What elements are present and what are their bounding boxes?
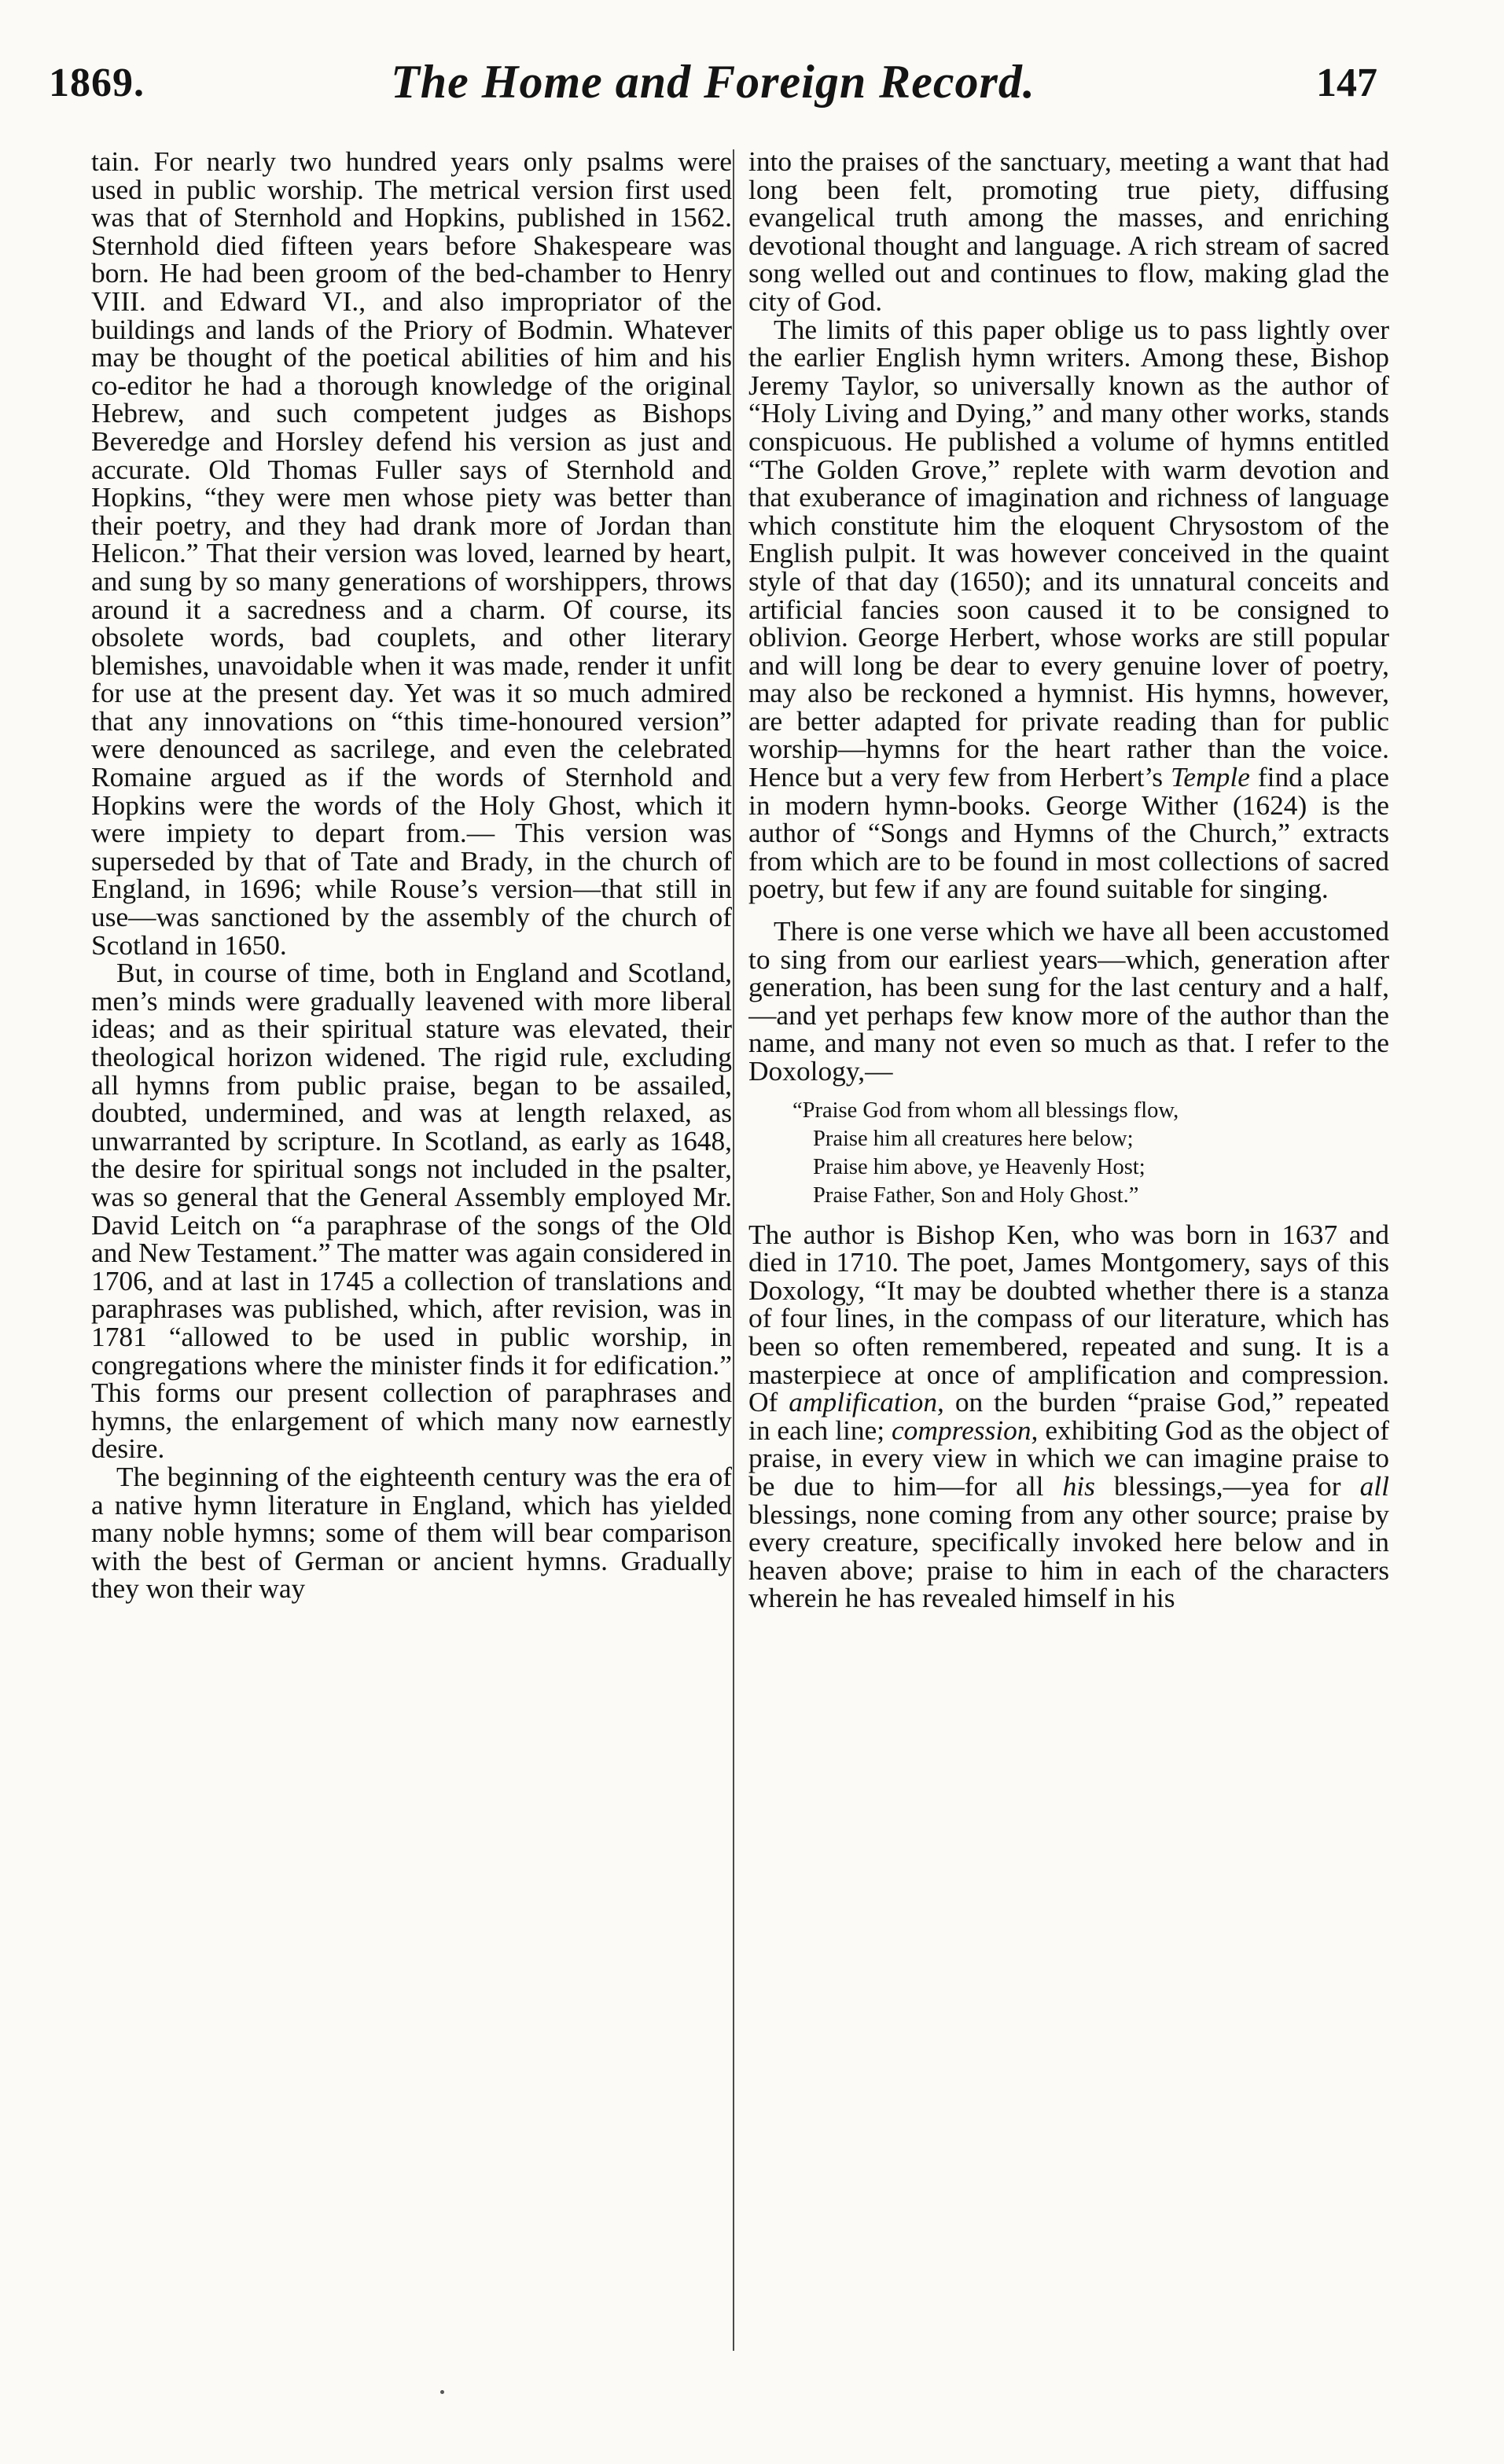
right-paragraph-4-text-d: blessings,—yea for bbox=[1114, 1469, 1341, 1502]
verse-line-1: “Praise God from whom all blessings flow, bbox=[792, 1098, 1179, 1123]
right-paragraph-2-text-b: find a place in modern hymn-books. George Wither (1624) is the author of “Songs and Hymns of the Church,” extracts from which are to be found in most collections of sacred poetry, but few if any are found suitable for singing. bbox=[748, 761, 1389, 905]
column-divider bbox=[733, 149, 734, 2351]
left-paragraph-3: The beginning of the eighteenth century was the era of a native hymn literature in England, which has yielded many noble hymns; some of them will bear comparison with the best of German or ancient hymns. Gradually they won their way bbox=[91, 1460, 732, 1605]
header-year: 1869. bbox=[49, 61, 145, 105]
left-paragraph-2: But, in course of time, both in England and Scotland, men’s minds were gradually leavened with more liberal ideas; and as their spiritual stature was elevated, their theological horizon widened. The rigid rule, excluding all hymns from public praise, began to be assailed, doubted, undermined, and was at length relaxed, as unwarranted by scripture. In Scotland, as early as 1648, the desire for spiritual songs not included in the psalter, was so general that the General Assembly employed Mr. David Leitch on “a paraphrase of the songs of the Old and New Testament.” The matter was again considered in 1706, and at last in 1745 a collection of translations and paraphrases was published, which, after revision, was in 1781 “allowed to be used in public worship, in congregations where the minister finds it for edification.” This forms our present collection of paraphrases and hymns, the enlargement of which many now earnestly desire. bbox=[91, 957, 732, 1465]
left-column bbox=[91, 148, 732, 2357]
right-paragraph-4-text-c: exhibiting God as the object of praise, in every view in which we can imagine praise to be due to him—for all bbox=[748, 1414, 1389, 1502]
all-italic: all bbox=[1359, 1469, 1389, 1502]
left-paragraph-1: tain. For nearly two hundred years only psalms were used in public worship. The metrical version first used was that of Sternhold and Hopkins, published in 1562. Sternhold died fifteen years before Shakespeare was born. He had been groom of the bed-chamber to Henry VIII. and Edward VI., and also impropriator of the buildings and lands of the Priory of Bodmin. Whatever may be thought of the poetical abilities of him and his co-editor he had a thorough knowledge of the original Hebrew, and such competent judges as Bishops Beveredge and Horsley defend his version as just and accurate. Old Thomas Fuller says of Sternhold and Hopkins, “they were men whose piety was better than their poetry, and they had drank more of Jordan than Helicon.” That their version was loved, learned by heart, and sung by so many generations of worshippers, throws around it a sacredness and a charm. Of course, its obsolete words, bad couplets, and other literary blemishes, unavoidable when it was made, render it unfit for use at the present day. Yet was it so much admired that any innovations on “this time-honoured version” were denounced as sacrilege, and even the celebrated Romaine argued as if the words of Sternhold and Hopkins were the words of the Holy Ghost, which it were impiety to depart from.— This version was superseded by that of Tate and Brady, in the church of England, in 1696; while Rouse’s version—that still in use—was sanctioned by the assembly of the church of Scotland in 1650. bbox=[91, 148, 732, 961]
his-italic: his bbox=[1062, 1469, 1095, 1502]
right-paragraph-1: into the praises of the sanctuary, meeting a want that had long been felt, promoting true piety, diffusing evangelical truth among the masses, and enriching devotional thought and language. A rich stream of sacred song welled out and continues to flow, making glad the city of God. bbox=[748, 148, 1389, 317]
doxology-verse bbox=[748, 1097, 1389, 1210]
page-header bbox=[49, 52, 1377, 123]
compression-italic: compression, bbox=[891, 1414, 1039, 1446]
stray-ink-dot bbox=[440, 2390, 444, 2394]
right-column bbox=[748, 148, 1389, 2357]
right-paragraph-2 bbox=[748, 313, 1389, 905]
right-paragraph-4-text-e: blessings, none coming from any other source; praise by every creature, specifically invoked here below and in heaven above; praise to him in each of the characters wherein he has revealed himself in his bbox=[748, 1498, 1389, 1614]
verse-line-3: Praise him above, ye Heavenly Host; bbox=[813, 1154, 1145, 1179]
verse-line-2: Praise him all creatures here below; bbox=[813, 1126, 1134, 1151]
page-number: 147 bbox=[1316, 61, 1377, 105]
right-paragraph-3: There is one verse which we have all been accustomed to sing from our earliest years—which, generation after generation, has been sung for the last century and a half,—and yet perhaps few know more of the author than the name, and many not even so much as that. I refer to the Doxology,— bbox=[748, 915, 1389, 1087]
right-paragraph-2-text-a: The limits of this paper oblige us to pass lightly over the earlier English hymn writers. Among these, Bishop Jeremy Taylor, so universally known as the author of “Holy Living and Dying,” and many other works, stands conspicuous. He published a volume of hymns entitled “The Golden Grove,” replete with warm devotion and that exuberance of imagination and richness of language which constitute him the eloquent Chrysostom of the English pulpit. It was however conceived in the quaint style of that day (1650); and its unnatural conceits and artificial fancies soon caused it to be consigned to oblivion. George Herbert, whose works are still popular and will long be dear to every genuine lover of poetry, may also be reckoned a hymnist. His hymns, however, are better adapted for private reading than for public worship—hymns for the heart rather than the voice. Hence but a very few from Herbert’s bbox=[748, 313, 1389, 793]
verse-line-4: Praise Father, Son and Holy Ghost.” bbox=[813, 1182, 1139, 1208]
right-paragraph-4-text-b: on the burden “praise God,” repeated in each line; bbox=[748, 1386, 1389, 1446]
amplification-italic: amplification, bbox=[789, 1386, 944, 1418]
temple-italic: Temple bbox=[1170, 761, 1250, 793]
header-title: The Home and Foreign Record. bbox=[391, 56, 1035, 108]
right-paragraph-4-text-a: The author is Bishop Ken, who was born in 1637 and died in 1710. The poet, James Montgomery, says of this Doxology, “It may be doubted whether there is a stanza of four lines, in the compass of our literature, which has been so often remembered, repeated and sung. It is a masterpiece at once of amplification and compression. Of bbox=[748, 1218, 1389, 1418]
right-paragraph-4 bbox=[748, 1218, 1389, 1614]
